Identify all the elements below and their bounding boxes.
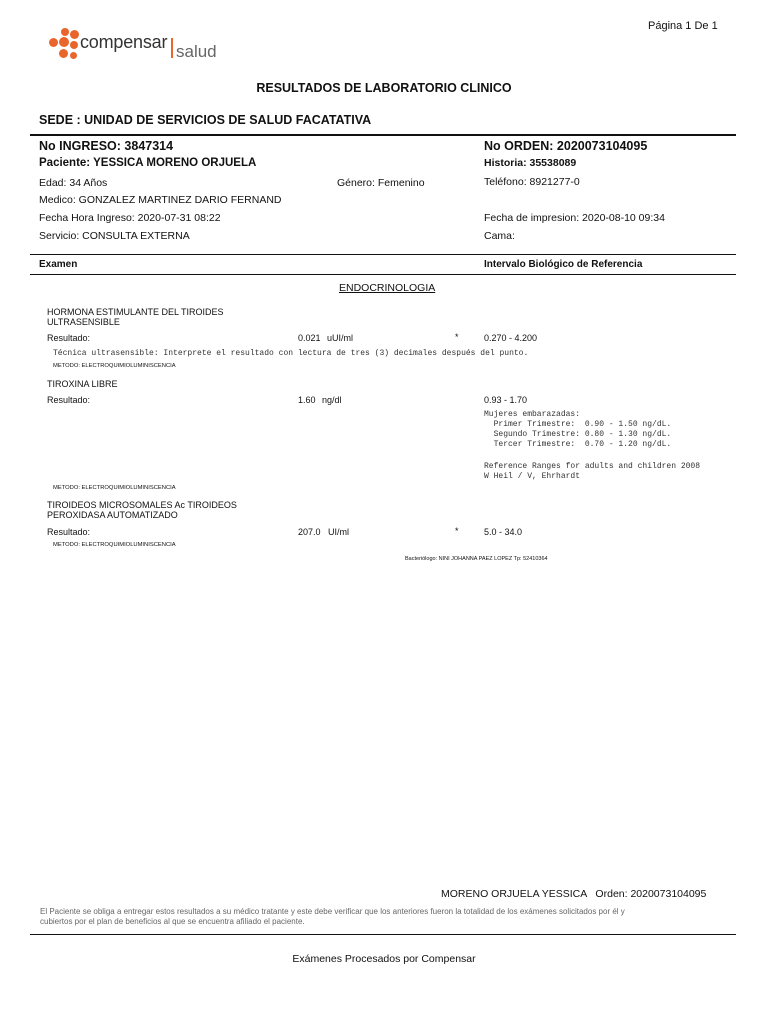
result-label: Resultado:	[47, 333, 91, 343]
reference-range: 5.0 - 34.0	[484, 527, 523, 537]
test-name-cont: PEROXIDASA AUTOMATIZADO	[47, 510, 178, 520]
reference-range: 0.270 - 4.200	[484, 333, 538, 343]
column-header-examen: Examen	[39, 259, 78, 270]
sede-heading: SEDE : UNIDAD DE SERVICIOS DE SALUD FACATATIVA	[39, 113, 372, 127]
reference-note-line: Reference Ranges for adults and children 2008	[484, 462, 701, 471]
fecha-impresion: Fecha de impresion: 2020-08-10 09:34	[484, 212, 665, 224]
test-method: METODO: ELECTROQUIMIOLUMINISCENCIA	[53, 542, 176, 548]
compensar-salud-logo	[47, 26, 247, 66]
reference-note-line: Segundo Trimestre: 0.80 - 1.30 ng/dL.	[484, 430, 672, 439]
test-method: METODO: ELECTROQUIMIOLUMINISCENCIA	[53, 485, 176, 491]
cama: Cama:	[484, 230, 515, 242]
genero: Género: Femenino	[337, 177, 425, 189]
result-value: 1.60	[298, 395, 316, 405]
logo-separator	[171, 38, 173, 58]
result-label: Resultado:	[47, 527, 91, 537]
result-value: 0.021	[298, 333, 321, 343]
test-name: TIROXINA LIBRE	[47, 379, 118, 389]
abnormal-flag: *	[455, 332, 459, 342]
result-label: Resultado:	[47, 395, 91, 405]
divider	[30, 254, 736, 255]
logo-wordmark: compensar	[80, 32, 168, 52]
bacteriologo-signature: Bacteriólogo: NINI JOHANNA PAEZ LOPEZ Tp: 52410364	[405, 556, 548, 562]
reference-note-line: Primer Trimestre: 0.90 - 1.50 ng/dL.	[484, 420, 672, 429]
logo-dot	[70, 41, 78, 49]
processed-by: Exámenes Procesados por Compensar	[292, 953, 476, 965]
test-name-cont: ULTRASENSIBLE	[47, 317, 120, 327]
logo-dot	[70, 52, 77, 59]
result-value: 207.0	[298, 527, 321, 537]
disclaimer-line: El Paciente se obliga a entregar estos resultados a su médico tratante y este debe verificar que los anteriores fueron la totalidad de los exámenes solicitados por él y	[40, 907, 625, 916]
result-unit: uUI/ml	[327, 333, 354, 343]
telefono: Teléfono: 8921277-0	[484, 176, 580, 188]
ingreso-number: No INGRESO: 3847314	[39, 139, 174, 153]
test-note: Técnica ultrasensible: Interprete el resultado con lectura de tres (3) decimales después del punto.	[53, 349, 529, 358]
reference-note-line: Tercer Trimestre: 0.70 - 1.20 ng/dL.	[484, 440, 672, 449]
patient-name: Paciente: YESSICA MORENO ORJUELA	[39, 157, 257, 169]
historia: Historia: 35538089	[484, 157, 577, 169]
result-unit: UI/ml	[328, 527, 349, 537]
report-title: RESULTADOS DE LABORATORIO CLINICO	[256, 81, 512, 95]
logo-dot	[59, 49, 68, 58]
medico: Medico: GONZALEZ MARTINEZ DARIO FERNAND	[39, 194, 282, 206]
divider	[30, 274, 736, 275]
test-method: METODO: ELECTROQUIMIOLUMINISCENCIA	[53, 363, 176, 369]
abnormal-flag: *	[455, 526, 459, 536]
test-name: HORMONA ESTIMULANTE DEL TIROIDES	[47, 307, 224, 317]
disclaimer-line: cubiertos por el plan de beneficios al que se encuentra afiliado el paciente.	[40, 917, 305, 926]
logo-dot	[70, 30, 79, 39]
logo-dot	[59, 37, 69, 47]
test-name: TIROIDEOS MICROSOMALES Ac TIROIDEOS	[47, 500, 237, 510]
reference-note-line: Mujeres embarazadas:	[484, 410, 581, 419]
reference-note-line: W Heil / V, Ehrhardt	[484, 472, 581, 481]
reference-range: 0.93 - 1.70	[484, 395, 528, 405]
logo-subbrand: salud	[176, 42, 217, 61]
logo-dot	[61, 28, 69, 36]
divider	[30, 134, 736, 136]
page-number: Página 1 De 1	[648, 20, 718, 32]
result-unit: ng/dl	[322, 395, 342, 405]
column-header-intervalo: Intervalo Biológico de Referencia	[484, 259, 643, 270]
fecha-ingreso: Fecha Hora Ingreso: 2020-07-31 08:22	[39, 212, 221, 224]
divider	[30, 934, 736, 935]
servicio: Servicio: CONSULTA EXTERNA	[39, 230, 190, 242]
edad: Edad: 34 Años	[39, 177, 108, 189]
orden-number: No ORDEN: 2020073104095	[484, 139, 648, 153]
footer-patient-order: MORENO ORJUELA YESSICA Orden: 2020073104095	[441, 888, 707, 900]
section-heading: ENDOCRINOLOGIA	[339, 282, 436, 294]
logo-dot	[49, 38, 58, 47]
